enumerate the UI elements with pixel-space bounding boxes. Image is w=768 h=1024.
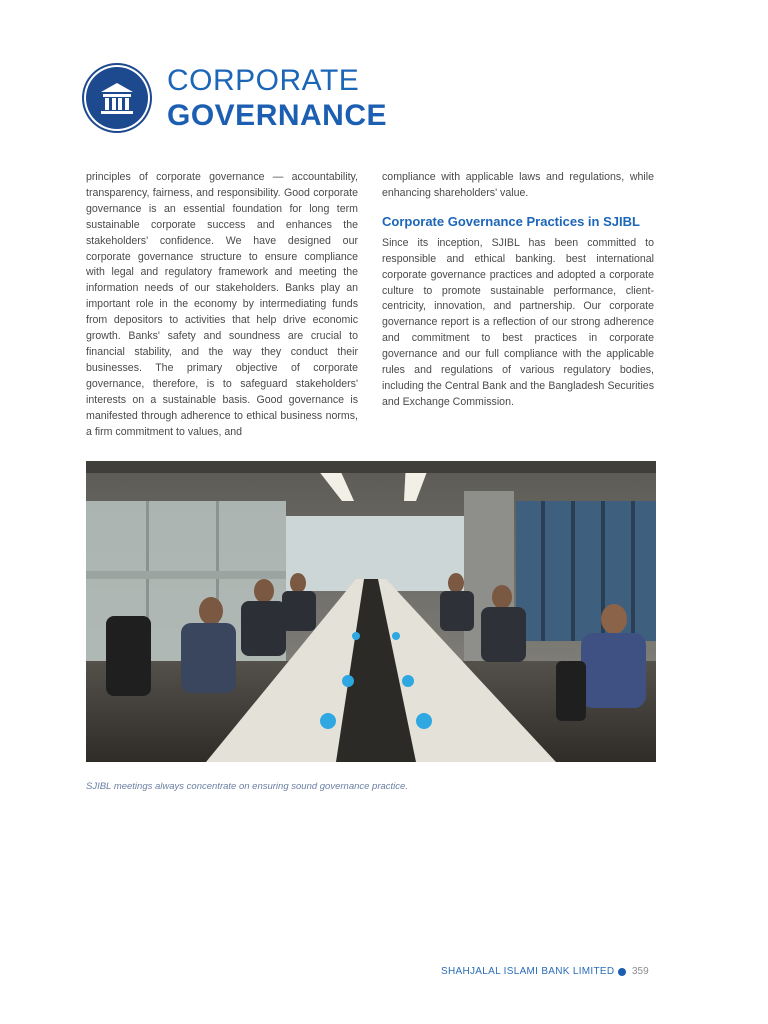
right-column [382, 170, 654, 411]
body-paragraph-right-1: compliance with applicable laws and regulations, while enhancing shareholders' value. [382, 171, 654, 199]
body-paragraph-left: principles of corporate governance — accountability, transparency, fairness, and responsibility. Good corporate governance is an essential foundation for long term sustainable corporate success and enhances the stakeholders' confidence. We have designed our corporate governance structure to ensure compliance with legal and regulatory framework and meeting the information needs of our stakeholders. Banks play an important role in the economy by intermediating funds from depositors to activities that help drive economic growth. Banks' safety and soundness are crucial to financial stability, and the way they conduct their businesses. The primary objective of corporate governance, therefore, is to safeguard stakeholders' interests on a sustainable basis. Good governance is manifested through adherence to ethical business norms, a firm commitment to values, and [86, 171, 358, 438]
section-heading: Corporate Governance Practices in SJIBL [382, 213, 640, 229]
page-title-line-2: GOVERNANCE [167, 99, 388, 132]
bank-building-icon [86, 67, 148, 129]
footer-company-name: SHAHJALAL ISLAMI BANK LIMITED [441, 966, 615, 977]
body-paragraph-right-2: Since its inception, SJIBL has been committed to responsible and ethical banking. best international corporate governance practices and adopted a corporate culture to promote sustainable performance, client-centricity, innovation, and partnership. Our corporate governance report is a reflection of our strong adherence and commitment to best practices in corporate governance and our full compliance with the applicable rules and regulations of various regulatory bodies, including the Central Bank and the Bangladesh Securities and Exchange Commission. [382, 236, 654, 408]
photo-caption: SJIBL meetings always concentrate on ensuring sound governance practice. [86, 781, 408, 792]
left-column [86, 170, 358, 440]
page-number: 359 [632, 966, 649, 977]
page-title-line-1: CORPORATE [167, 64, 360, 97]
footer-bullet-icon [618, 968, 626, 976]
boardroom-meeting-photo [86, 461, 656, 762]
